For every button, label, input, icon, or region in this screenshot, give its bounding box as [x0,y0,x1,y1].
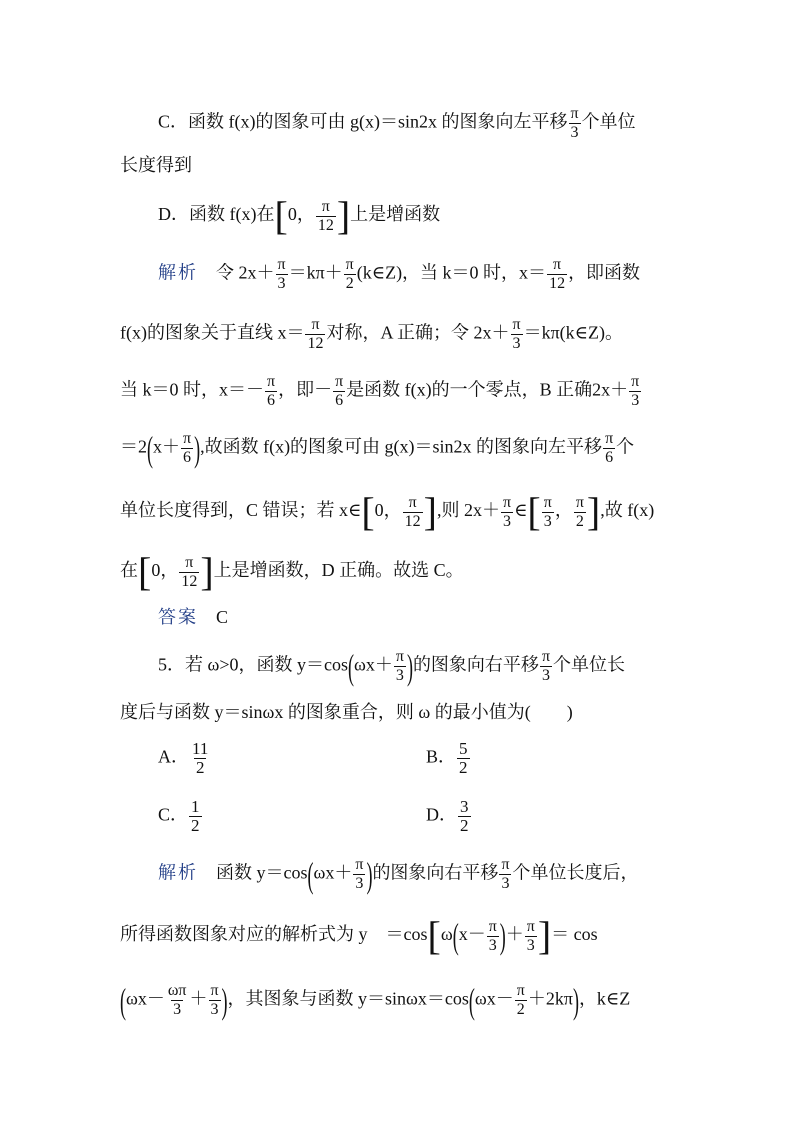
fraction: $\frac{\pi}{3}$ [512,316,521,352]
fraction: $\frac{\pi}{12}$ [317,197,334,234]
fraction: $\frac{\pi}{12}$ [307,316,324,352]
fraction: $\frac{\pi}{3}$ [526,917,535,954]
fraction: $\frac{\pi}{2}$ [516,982,525,1018]
fraction: $\frac{\pi}{2}$ [345,256,354,292]
analysis-line3: 当 k＝0 时，x＝－ $\frac{\pi}{6}$ ，即－ $\frac{\pi}{6}$ 是函数 f(x)的一个零点，B 正确2x＋ $\frac{\pi}{3}$ [120,373,640,409]
analysis-line2: f(x)的图象关于直线 x＝ $\frac{\pi}{12}$ 对称，A 正确；令 2x＋ $\frac{\pi}{3}$ ＝kπ(k∈Z)。 [120,316,623,352]
fraction: $\frac{\pi}{3}$ [543,493,552,530]
option-c-line1 [158,105,794,142]
fraction: $\frac{\pi}{3}$ [541,648,551,684]
analysis5-line3: (ωx－ $\frac{\omega\pi}{3}$ ＋ $\frac{\pi}{3}$ )，其图象与函数 y＝sinωx＝cos(ωx－ $\frac{\pi}{2}$ ＋2kπ)，k∈Z [120,980,631,1021]
question5-line2: 度后与函数 y＝sinωx 的图象重合，则 ω 的最小值为( ) [120,702,573,722]
fraction: $\frac{\pi}{12}$ [404,493,421,530]
analysis-line6: 在[0， $\frac{\pi}{12}$ ]上是增函数，D 正确。故选 C。 [120,549,464,594]
option-d-line: D．函数 f(x)在[0， $\frac{\pi}{12}$ ]上是增函数 [158,193,441,238]
option-c-text-end: 个单位 [581,111,636,132]
option-a: A． $\frac{11}{2}$ [158,739,209,777]
fraction: $\frac{\pi}{3}$ [210,982,219,1018]
option-d: D． $\frac{3}{2}$ [426,797,469,835]
analysis-label: 解析 [158,862,198,883]
analysis-line1: 解析 令 2x＋ $\frac{\pi}{3}$ ＝kπ＋ $\frac{\pi}{2}$ (k∈Z)，当 k＝0 时，x＝ $\frac{\pi}{12}$ ，即函数 [158,256,641,292]
fraction: $\frac{\pi}{3}$ [395,648,404,684]
fraction: $\frac{\pi}{3}$ [503,493,512,530]
option-c-line2 [120,150,794,180]
analysis5-line2: 所得函数图象对应的解析式为 y ＝cos[ω(x－ $\frac{\pi}{3}$ )＋ $\frac{\pi}{3}$ ]＝ cos [120,913,598,958]
fraction: $\frac{\pi}{6}$ [605,430,614,466]
answer-label: 答案 [158,607,198,627]
fraction: $\frac{\pi}{6}$ [335,373,344,409]
option-d-text: D．函数 f(x)在 [158,204,275,225]
fraction: $\frac{\pi}{3}$ [631,373,640,409]
fraction: $\frac{\pi}{12}$ [549,256,566,292]
interval-start: 0， [287,204,315,225]
fraction: $\frac{\pi}{2}$ [575,493,584,530]
fraction: $\frac{\pi}{3}$ [501,856,510,892]
analysis-label: 解析 [158,262,198,283]
fraction: $\frac{\pi}{6}$ [267,373,276,409]
fraction: $\frac{\pi}{12}$ [181,553,198,590]
option-c-text2: 长度得到 [120,155,192,175]
fraction: $\frac{\pi}{3}$ [277,256,286,292]
fraction: $\frac{\pi}{3}$ [355,856,364,892]
analysis-line5: 单位长度得到，C 错误；若 x∈[0， $\frac{\pi}{12}$ ],则 2x＋ $\frac{\pi}{3}$ ∈[ $\frac{\pi}{3}$ ， $\frac{\pi}{2}$ ],故 f(x) [120,489,655,534]
analysis5-line1: 解析 函数 y＝cos(ωx＋ $\frac{\pi}{3}$ )的图象向右平移 $\frac{\pi}{3}$ 个单位长度后， [158,854,639,895]
fraction: $\frac{\pi}{3}$ [488,917,497,954]
answer-line [158,602,794,632]
answer-value: C [216,607,229,627]
option-d-text-end: 上是增函数 [350,204,441,225]
option-b: B． $\frac{5}{2}$ [426,739,468,777]
question5-line1: 5．若 ω>0，函数 y＝cos(ωx＋ $\frac{\pi}{3}$ )的图象向右平移 $\frac{\pi}{3}$ 个单位长 [158,646,626,687]
fraction: $\frac{\pi}{6}$ [183,430,192,466]
fraction: $\frac{\pi}{3}$ [570,105,579,141]
fraction: $\frac{\omega\pi}{3}$ [167,982,187,1018]
analysis-line4: ＝2(x＋ $\frac{\pi}{6}$ ),故函数 f(x)的图象可由 g(x)＝sin2x 的图象向左平移 $\frac{\pi}{6}$ 个 [120,428,635,469]
option-c: C． $\frac{1}{2}$ [158,797,200,835]
option-c-text: C．函数 f(x)的图象可由 g(x)＝sin2x 的图象向左平移 [158,111,568,132]
